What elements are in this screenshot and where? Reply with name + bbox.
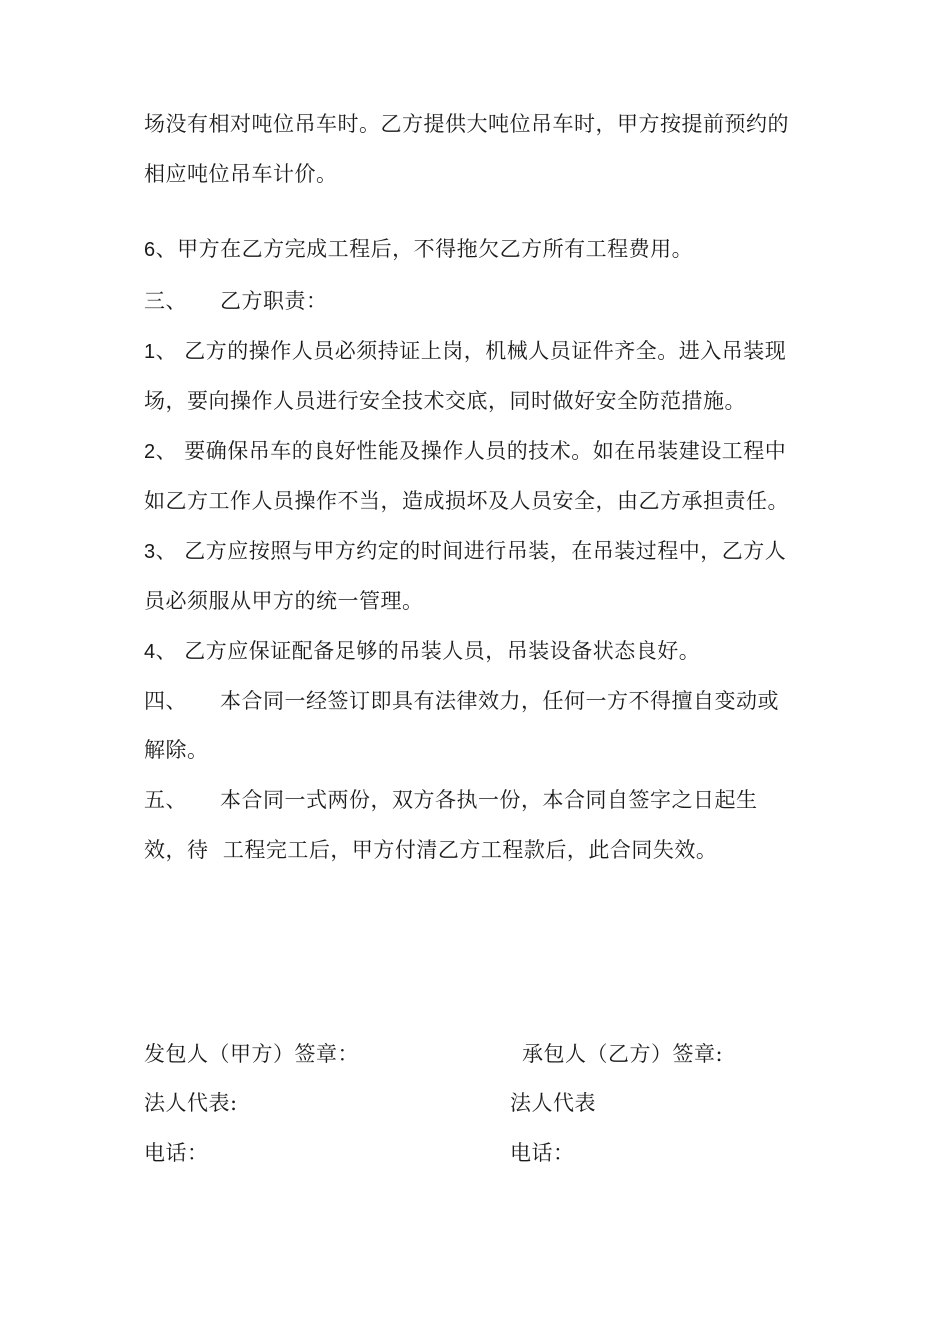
item-1-line-2: 场，要向操作人员进行安全技术交底，同时做好安全防范措施。 (144, 389, 746, 413)
item-2-line-1 (144, 437, 786, 466)
section-5-text-1: 本合同一式两份，双方各执一份，本合同自签字之日起生 (220, 788, 758, 812)
section-4-line-1 (144, 687, 779, 715)
party-a-phone: 电话： (144, 1141, 209, 1165)
item-3-line-1 (144, 537, 786, 566)
continuation-line-1: 场没有相对吨位吊车时。乙方提供大吨位吊车时，甲方按提前预约的 (144, 112, 789, 136)
clause-6 (144, 235, 693, 264)
party-b-representative: 法人代表 (510, 1091, 596, 1115)
item-3-line-2: 员必须服从甲方的统一管理。 (144, 589, 424, 613)
party-b-phone: 电话： (510, 1141, 575, 1165)
item-4 (144, 637, 700, 666)
item-3-text-1: 、 乙方应按照与甲方约定的时间进行吊装，在吊装过程中，乙方人 (155, 539, 787, 563)
section-4-number: 四、 (144, 689, 187, 713)
item-2-line-2: 如乙方工作人员操作不当，造成损坏及人员安全，由乙方承担责任。 (144, 489, 789, 513)
item-1-line-1 (144, 337, 786, 366)
continuation-line-2: 相应吨位吊车计价。 (144, 162, 338, 186)
section-5-line-2: 效，待 工程完工后，甲方付清乙方工程款后，此合同失效。 (144, 838, 718, 862)
section-3-title: 乙方职责： (220, 289, 328, 313)
item-4-number: 4 (144, 641, 156, 663)
item-2-text-1: 、 要确保吊车的良好性能及操作人员的技术。如在吊装建设工程中 (155, 439, 787, 463)
section-5-line-1 (144, 786, 758, 814)
section-3-number: 三、 (144, 289, 187, 313)
section-4-line-2: 解除。 (144, 738, 209, 762)
section-4-text-1: 本合同一经签订即具有法律效力，任何一方不得擅自变动或 (220, 689, 779, 713)
item-2-number: 2 (144, 441, 156, 463)
item-4-text: 、 乙方应保证配备足够的吊装人员，吊装设备状态良好。 (155, 639, 701, 663)
item-1-text-1: 、 乙方的操作人员必须持证上岗，机械人员证件齐全。进入吊装现 (155, 339, 787, 363)
item-3-number: 3 (144, 541, 156, 563)
party-b-signature-label: 承包人（乙方）签章: (522, 1042, 724, 1066)
section-5-number: 五、 (144, 788, 187, 812)
party-a-signature-label: 发包人（甲方）签章： (144, 1042, 359, 1066)
item-1-number: 1 (144, 341, 156, 363)
party-a-representative: 法人代表: (144, 1091, 238, 1115)
clause-6-text: 、甲方在乙方完成工程后，不得拖欠乙方所有工程费用。 (155, 237, 694, 261)
section-3-heading (144, 287, 328, 315)
clause-6-number: 6 (144, 239, 156, 261)
